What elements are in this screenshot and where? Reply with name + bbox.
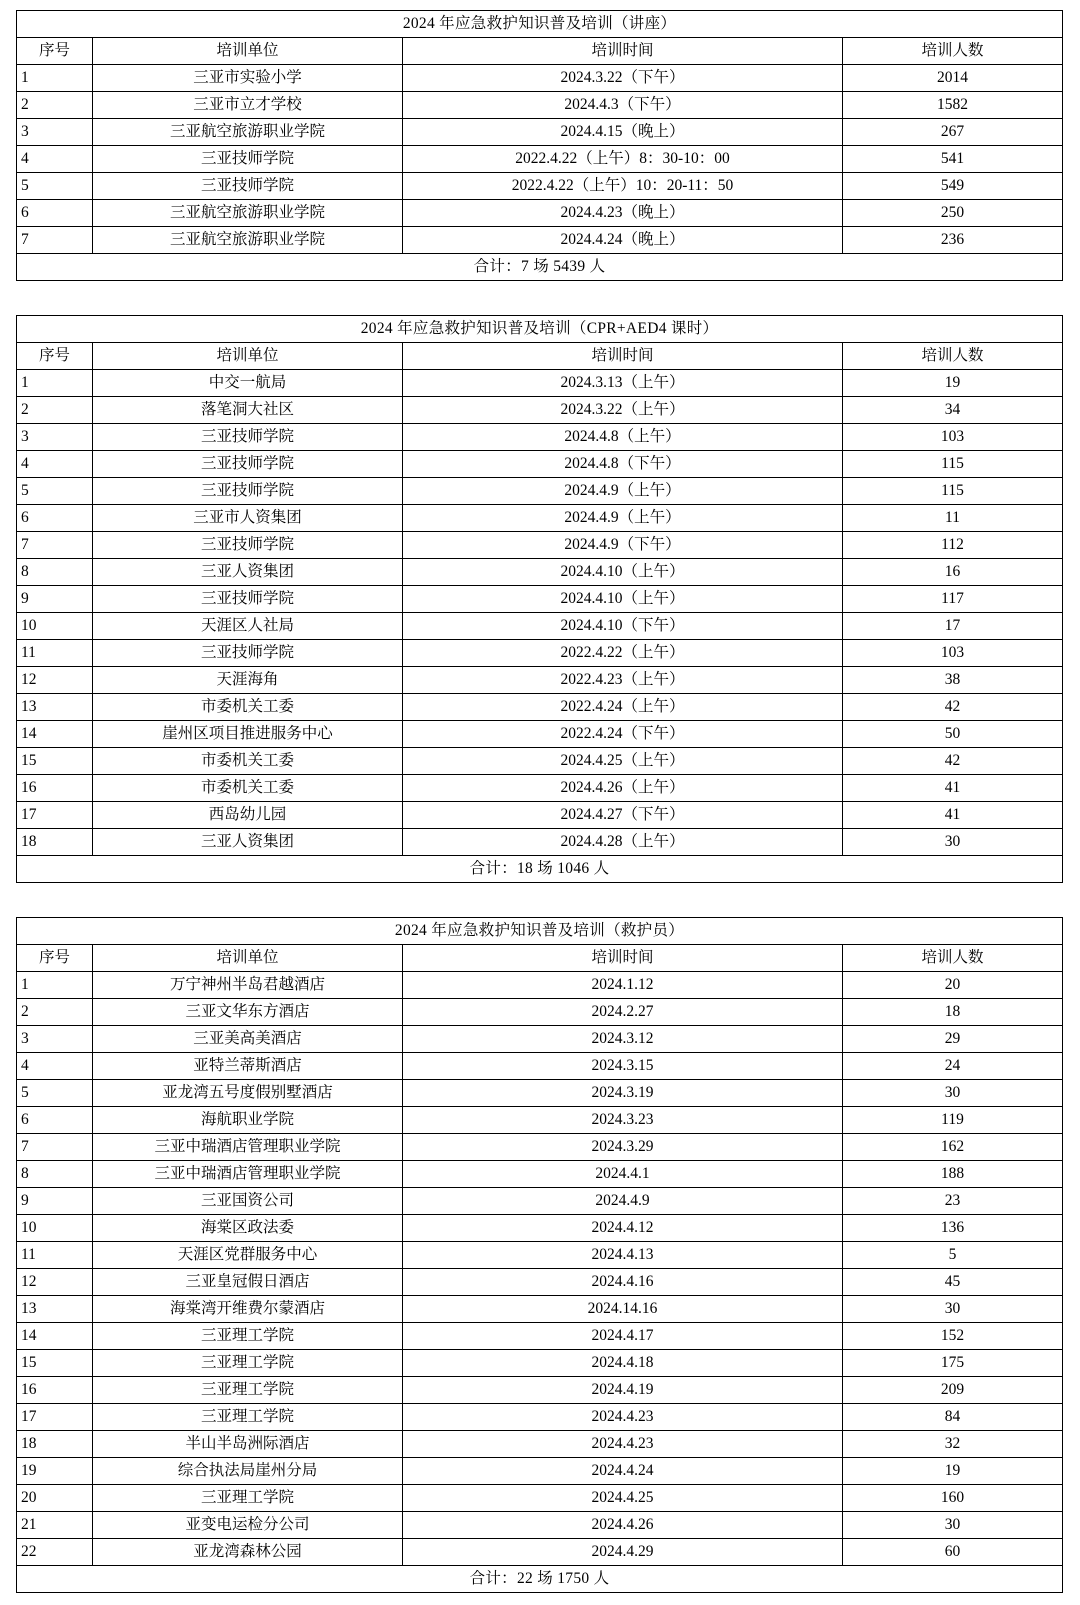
row-index: 7: [17, 532, 93, 559]
row-index: 20: [17, 1485, 93, 1512]
row-index: 1: [17, 370, 93, 397]
training-count: 23: [843, 1188, 1063, 1215]
row-index: 12: [17, 667, 93, 694]
table-row: [17, 65, 1063, 92]
training-time: 2024.4.13: [403, 1242, 843, 1269]
table-row: [17, 586, 1063, 613]
training-count: 42: [843, 748, 1063, 775]
table-row: [17, 1458, 1063, 1485]
row-index: 10: [17, 1215, 93, 1242]
training-unit: 三亚国资公司: [93, 1188, 403, 1215]
row-index: 13: [17, 1296, 93, 1323]
row-index: 3: [17, 119, 93, 146]
table-row: [17, 227, 1063, 254]
table-row: [17, 370, 1063, 397]
table-row: [17, 775, 1063, 802]
table-row: [17, 1404, 1063, 1431]
training-time: 2024.4.8（下午）: [403, 451, 843, 478]
training-count: 18: [843, 999, 1063, 1026]
training-unit: 三亚美高美酒店: [93, 1026, 403, 1053]
training-unit: 崖州区项目推进服务中心: [93, 721, 403, 748]
table-row: [17, 559, 1063, 586]
training-time: 2024.4.10（上午）: [403, 586, 843, 613]
row-index: 16: [17, 1377, 93, 1404]
row-index: 12: [17, 1269, 93, 1296]
column-header: 培训人数: [843, 343, 1063, 370]
column-header: 培训时间: [403, 343, 843, 370]
table-title-row: [17, 918, 1063, 945]
training-time: 2024.4.17: [403, 1323, 843, 1350]
training-count: 5: [843, 1242, 1063, 1269]
row-index: 16: [17, 775, 93, 802]
row-index: 1: [17, 65, 93, 92]
training-count: 84: [843, 1404, 1063, 1431]
training-unit: 三亚人资集团: [93, 559, 403, 586]
row-index: 10: [17, 613, 93, 640]
training-count: 20: [843, 972, 1063, 999]
training-time: 2024.3.19: [403, 1080, 843, 1107]
table-row: [17, 802, 1063, 829]
training-time: 2024.4.19: [403, 1377, 843, 1404]
training-count: 41: [843, 775, 1063, 802]
training-unit: 三亚理工学院: [93, 1323, 403, 1350]
table-row: [17, 667, 1063, 694]
table-total-row: [17, 254, 1063, 281]
column-header: 序号: [17, 343, 93, 370]
table-total: 合计：18 场 1046 人: [17, 856, 1063, 883]
training-time: 2024.3.15: [403, 1053, 843, 1080]
table-title: 2024 年应急救护知识普及培训（讲座）: [17, 11, 1063, 38]
row-index: 22: [17, 1539, 93, 1566]
row-index: 2: [17, 397, 93, 424]
training-count: 267: [843, 119, 1063, 146]
training-time: 2024.3.29: [403, 1134, 843, 1161]
training-unit: 三亚航空旅游职业学院: [93, 227, 403, 254]
table-row: [17, 999, 1063, 1026]
training-unit: 三亚技师学院: [93, 451, 403, 478]
training-count: 175: [843, 1350, 1063, 1377]
training-count: 29: [843, 1026, 1063, 1053]
table-row: [17, 1323, 1063, 1350]
training-count: 188: [843, 1161, 1063, 1188]
training-unit: 天涯区党群服务中心: [93, 1242, 403, 1269]
training-time: 2024.4.10（下午）: [403, 613, 843, 640]
training-unit: 亚特兰蒂斯酒店: [93, 1053, 403, 1080]
row-index: 4: [17, 451, 93, 478]
table-row: [17, 1080, 1063, 1107]
column-header: 培训人数: [843, 38, 1063, 65]
training-unit: 三亚理工学院: [93, 1404, 403, 1431]
training-time: 2024.2.27: [403, 999, 843, 1026]
training-count: 549: [843, 173, 1063, 200]
training-count: 41: [843, 802, 1063, 829]
training-time: 2022.4.24（下午）: [403, 721, 843, 748]
column-header: 序号: [17, 945, 93, 972]
training-count: 1582: [843, 92, 1063, 119]
row-index: 13: [17, 694, 93, 721]
table-title: 2024 年应急救护知识普及培训（CPR+AED4 课时）: [17, 316, 1063, 343]
training-count: 136: [843, 1215, 1063, 1242]
training-count: 2014: [843, 65, 1063, 92]
column-header: 培训单位: [93, 945, 403, 972]
training-count: 17: [843, 613, 1063, 640]
training-count: 19: [843, 1458, 1063, 1485]
training-time: 2022.4.22（上午）10：20-11：50: [403, 173, 843, 200]
training-unit: 海棠湾开维费尔蒙酒店: [93, 1296, 403, 1323]
table-row: [17, 1269, 1063, 1296]
table-title-row: [17, 11, 1063, 38]
row-index: 15: [17, 748, 93, 775]
training-unit: 落笔洞大社区: [93, 397, 403, 424]
training-time: 2024.4.23: [403, 1404, 843, 1431]
training-time: 2024.4.26: [403, 1512, 843, 1539]
training-time: 2022.4.24（上午）: [403, 694, 843, 721]
column-header: 培训单位: [93, 38, 403, 65]
training-unit: 三亚市实验小学: [93, 65, 403, 92]
column-header: 培训人数: [843, 945, 1063, 972]
row-index: 6: [17, 200, 93, 227]
table-row: [17, 748, 1063, 775]
table-row: [17, 505, 1063, 532]
row-index: 7: [17, 1134, 93, 1161]
table-row: [17, 1161, 1063, 1188]
training-count: 42: [843, 694, 1063, 721]
row-index: 18: [17, 829, 93, 856]
training-time: 2024.4.24: [403, 1458, 843, 1485]
training-time: 2022.4.23（上午）: [403, 667, 843, 694]
table-row: [17, 532, 1063, 559]
training-time: 2024.4.18: [403, 1350, 843, 1377]
training-unit: 三亚中瑞酒店管理职业学院: [93, 1161, 403, 1188]
training-time: 2024.4.9: [403, 1188, 843, 1215]
row-index: 7: [17, 227, 93, 254]
table-row: [17, 972, 1063, 999]
column-header: 培训时间: [403, 945, 843, 972]
training-count: 32: [843, 1431, 1063, 1458]
training-unit: 市委机关工委: [93, 694, 403, 721]
training-count: 119: [843, 1107, 1063, 1134]
table-row: [17, 1431, 1063, 1458]
training-unit: 西岛幼儿园: [93, 802, 403, 829]
training-unit: 亚变电运检分公司: [93, 1512, 403, 1539]
row-index: 8: [17, 1161, 93, 1188]
training-time: 2024.4.9（上午）: [403, 505, 843, 532]
training-unit: 三亚技师学院: [93, 478, 403, 505]
row-index: 2: [17, 92, 93, 119]
training-unit: 三亚技师学院: [93, 586, 403, 613]
training-unit: 三亚航空旅游职业学院: [93, 119, 403, 146]
training-unit: 三亚人资集团: [93, 829, 403, 856]
training-time: 2024.3.23: [403, 1107, 843, 1134]
training-count: 236: [843, 227, 1063, 254]
row-index: 4: [17, 146, 93, 173]
table-row: [17, 92, 1063, 119]
table-header-row: [17, 343, 1063, 370]
training-count: 115: [843, 451, 1063, 478]
training-count: 162: [843, 1134, 1063, 1161]
row-index: 2: [17, 999, 93, 1026]
table-row: [17, 397, 1063, 424]
row-index: 4: [17, 1053, 93, 1080]
training-time: 2024.4.9（上午）: [403, 478, 843, 505]
training-count: 30: [843, 1296, 1063, 1323]
training-unit: 天涯海角: [93, 667, 403, 694]
table-row: [17, 694, 1063, 721]
training-count: 117: [843, 586, 1063, 613]
training-time: 2024.4.24（晚上）: [403, 227, 843, 254]
table-row: [17, 1242, 1063, 1269]
table-row: [17, 1539, 1063, 1566]
row-index: 9: [17, 1188, 93, 1215]
table-row: [17, 1485, 1063, 1512]
table-total-row: [17, 856, 1063, 883]
table-row: [17, 1350, 1063, 1377]
training-unit: 三亚理工学院: [93, 1350, 403, 1377]
table-total: 合计：22 场 1750 人: [17, 1566, 1063, 1593]
training-count: 19: [843, 370, 1063, 397]
table-total: 合计：7 场 5439 人: [17, 254, 1063, 281]
training-count: 30: [843, 1080, 1063, 1107]
table-title-row: [17, 316, 1063, 343]
table-row: [17, 1512, 1063, 1539]
training-time: 2024.4.16: [403, 1269, 843, 1296]
training-count: 11: [843, 505, 1063, 532]
training-time: 2024.1.12: [403, 972, 843, 999]
training-time: 2024.4.25: [403, 1485, 843, 1512]
table-row: [17, 146, 1063, 173]
table-row: [17, 424, 1063, 451]
training-count: 30: [843, 829, 1063, 856]
table-row: [17, 1134, 1063, 1161]
row-index: 5: [17, 1080, 93, 1107]
training-count: 250: [843, 200, 1063, 227]
training-unit: 三亚理工学院: [93, 1377, 403, 1404]
row-index: 17: [17, 1404, 93, 1431]
training-time: 2024.3.22（下午）: [403, 65, 843, 92]
column-header: 序号: [17, 38, 93, 65]
training-unit: 亚龙湾森林公园: [93, 1539, 403, 1566]
training-unit: 三亚皇冠假日酒店: [93, 1269, 403, 1296]
training-time: 2024.4.27（下午）: [403, 802, 843, 829]
training-unit: 万宁神州半岛君越酒店: [93, 972, 403, 999]
training-count: 209: [843, 1377, 1063, 1404]
training-time: 2024.4.3（下午）: [403, 92, 843, 119]
table-row: [17, 1053, 1063, 1080]
row-index: 1: [17, 972, 93, 999]
training-table: [16, 917, 1063, 1593]
training-unit: 市委机关工委: [93, 748, 403, 775]
training-count: 34: [843, 397, 1063, 424]
row-index: 9: [17, 586, 93, 613]
training-time: 2024.4.23: [403, 1431, 843, 1458]
training-count: 103: [843, 640, 1063, 667]
training-time: 2024.4.29: [403, 1539, 843, 1566]
table-row: [17, 721, 1063, 748]
table-row: [17, 1107, 1063, 1134]
training-unit: 三亚文华东方酒店: [93, 999, 403, 1026]
training-unit: 中交一航局: [93, 370, 403, 397]
row-index: 5: [17, 478, 93, 505]
training-time: 2022.4.22（上午）8：30-10：00: [403, 146, 843, 173]
training-time: 2024.4.25（上午）: [403, 748, 843, 775]
row-index: 19: [17, 1458, 93, 1485]
training-table: [16, 10, 1063, 281]
training-unit: 三亚技师学院: [93, 146, 403, 173]
training-unit: 三亚中瑞酒店管理职业学院: [93, 1134, 403, 1161]
table-row: [17, 640, 1063, 667]
table-total-row: [17, 1566, 1063, 1593]
training-unit: 半山半岛洲际酒店: [93, 1431, 403, 1458]
training-count: 103: [843, 424, 1063, 451]
table-row: [17, 173, 1063, 200]
table-row: [17, 1026, 1063, 1053]
training-time: 2024.4.9（下午）: [403, 532, 843, 559]
table-row: [17, 1296, 1063, 1323]
row-index: 8: [17, 559, 93, 586]
training-count: 541: [843, 146, 1063, 173]
table-row: [17, 451, 1063, 478]
training-count: 30: [843, 1512, 1063, 1539]
row-index: 3: [17, 1026, 93, 1053]
row-index: 15: [17, 1350, 93, 1377]
table-row: [17, 1188, 1063, 1215]
training-time: 2024.14.16: [403, 1296, 843, 1323]
training-count: 60: [843, 1539, 1063, 1566]
tables-container: [16, 10, 1064, 1593]
training-time: 2024.4.28（上午）: [403, 829, 843, 856]
training-unit: 三亚市立才学校: [93, 92, 403, 119]
table-header-row: [17, 38, 1063, 65]
training-count: 38: [843, 667, 1063, 694]
training-count: 24: [843, 1053, 1063, 1080]
row-index: 11: [17, 640, 93, 667]
row-index: 6: [17, 1107, 93, 1134]
training-time: 2024.4.12: [403, 1215, 843, 1242]
table-row: [17, 119, 1063, 146]
row-index: 18: [17, 1431, 93, 1458]
row-index: 3: [17, 424, 93, 451]
training-count: 45: [843, 1269, 1063, 1296]
row-index: 21: [17, 1512, 93, 1539]
table-row: [17, 1215, 1063, 1242]
training-unit: 海棠区政法委: [93, 1215, 403, 1242]
column-header: 培训时间: [403, 38, 843, 65]
training-time: 2022.4.22（上午）: [403, 640, 843, 667]
training-unit: 综合执法局崖州分局: [93, 1458, 403, 1485]
training-unit: 三亚技师学院: [93, 424, 403, 451]
training-table: [16, 315, 1063, 883]
training-time: 2024.4.8（上午）: [403, 424, 843, 451]
training-unit: 三亚技师学院: [93, 532, 403, 559]
training-count: 112: [843, 532, 1063, 559]
table-row: [17, 829, 1063, 856]
training-time: 2024.4.10（上午）: [403, 559, 843, 586]
training-count: 115: [843, 478, 1063, 505]
table-row: [17, 200, 1063, 227]
training-time: 2024.4.23（晚上）: [403, 200, 843, 227]
training-time: 2024.3.22（上午）: [403, 397, 843, 424]
table-row: [17, 613, 1063, 640]
training-unit: 三亚市人资集团: [93, 505, 403, 532]
training-count: 152: [843, 1323, 1063, 1350]
row-index: 17: [17, 802, 93, 829]
table-title: 2024 年应急救护知识普及培训（救护员）: [17, 918, 1063, 945]
training-time: 2024.4.1: [403, 1161, 843, 1188]
table-header-row: [17, 945, 1063, 972]
training-count: 16: [843, 559, 1063, 586]
training-unit: 三亚理工学院: [93, 1485, 403, 1512]
table-row: [17, 1377, 1063, 1404]
training-unit: 市委机关工委: [93, 775, 403, 802]
training-time: 2024.3.13（上午）: [403, 370, 843, 397]
training-unit: 海航职业学院: [93, 1107, 403, 1134]
training-unit: 三亚技师学院: [93, 640, 403, 667]
row-index: 11: [17, 1242, 93, 1269]
table-row: [17, 478, 1063, 505]
training-time: 2024.4.26（上午）: [403, 775, 843, 802]
column-header: 培训单位: [93, 343, 403, 370]
row-index: 6: [17, 505, 93, 532]
training-unit: 天涯区人社局: [93, 613, 403, 640]
training-count: 160: [843, 1485, 1063, 1512]
training-unit: 三亚航空旅游职业学院: [93, 200, 403, 227]
training-unit: 亚龙湾五号度假别墅酒店: [93, 1080, 403, 1107]
row-index: 5: [17, 173, 93, 200]
row-index: 14: [17, 721, 93, 748]
training-time: 2024.3.12: [403, 1026, 843, 1053]
row-index: 14: [17, 1323, 93, 1350]
training-count: 50: [843, 721, 1063, 748]
training-unit: 三亚技师学院: [93, 173, 403, 200]
training-time: 2024.4.15（晚上）: [403, 119, 843, 146]
